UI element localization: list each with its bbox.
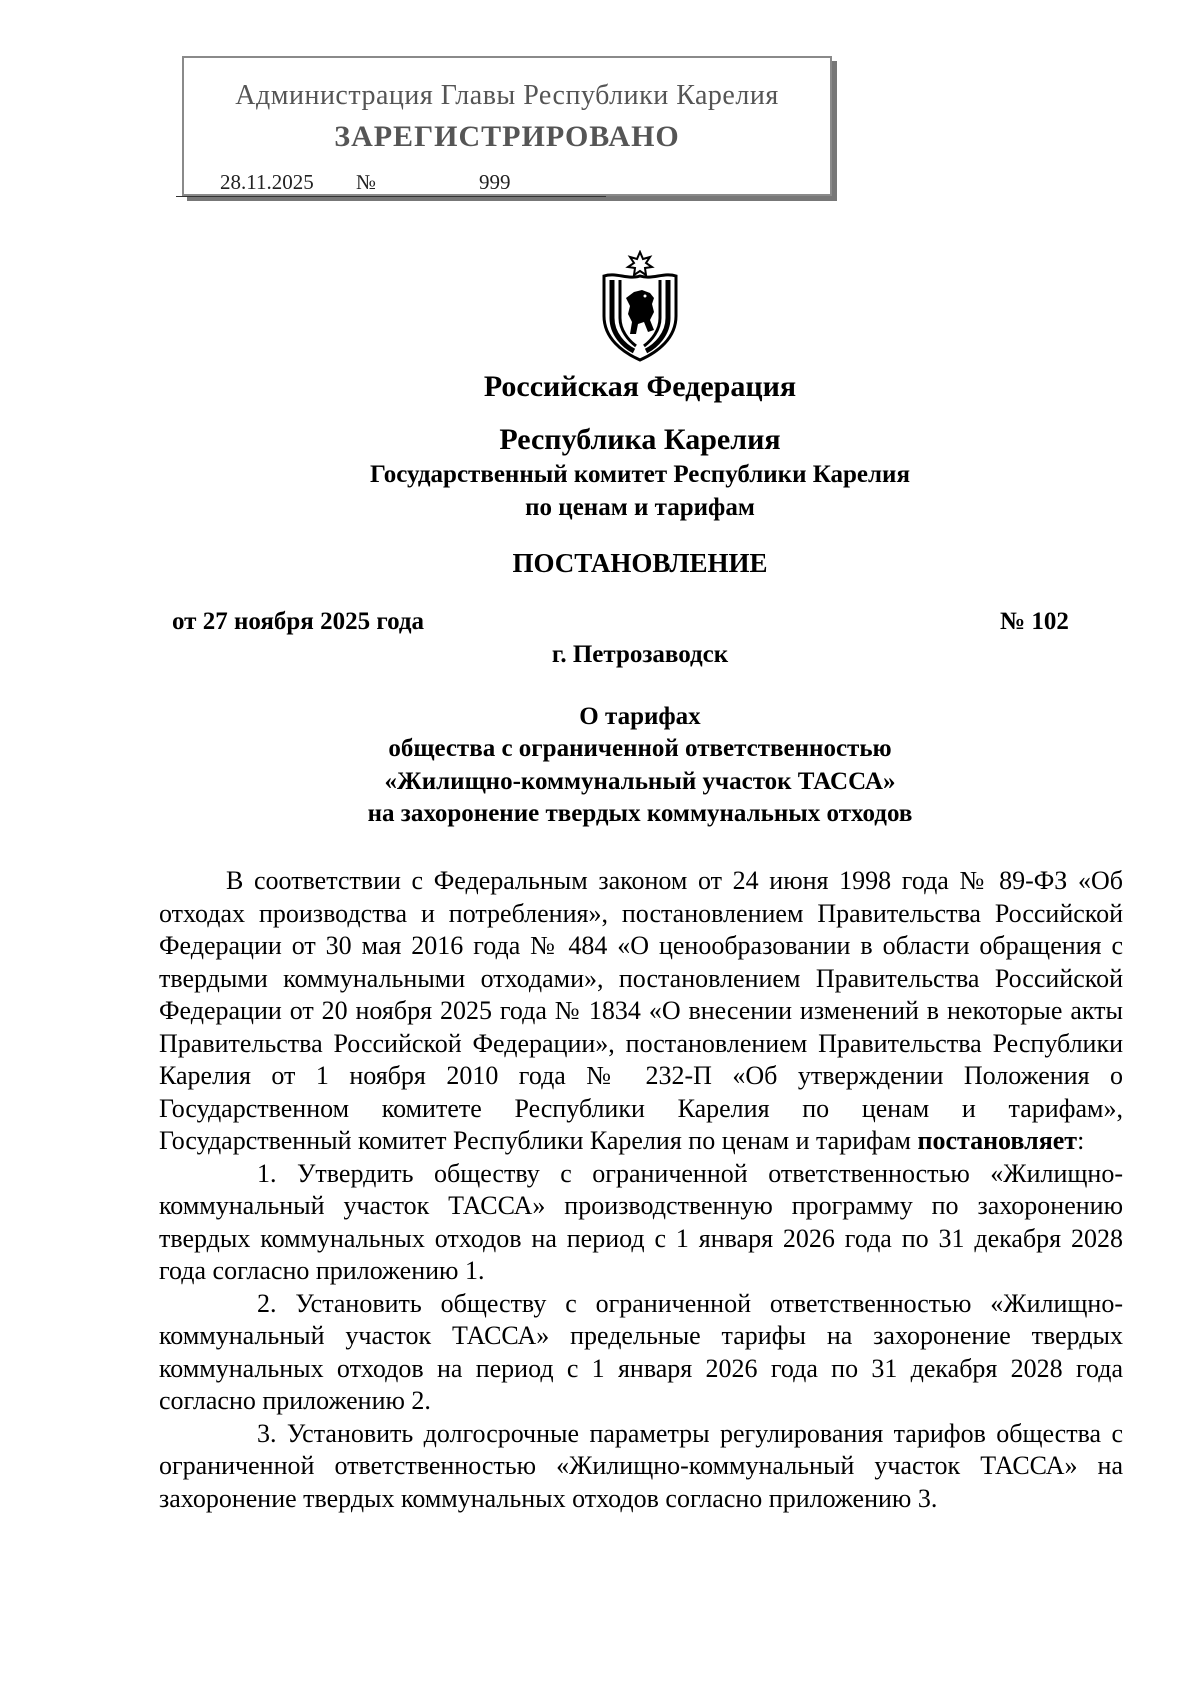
stamp-registration-line [184,170,614,202]
preamble-verb: постановляет [917,1126,1078,1155]
stamp-status: ЗАРЕГИСТРИРОВАНО [334,120,680,153]
document-body [159,865,1123,1515]
clause-3: 3. Установить долгосрочные параметры регулирования тарифов общества с ограниченной ответственностью «Жилищно-коммунальный участок ТАССА» на захоронение твердых коммунальных отходов согласно приложению 3. [159,1418,1123,1513]
document-type-title: ПОСТАНОВЛЕНИЕ [512,548,768,578]
coat-of-arms-icon [594,250,686,362]
stamp-number: 999 [479,170,511,194]
subject-line2: общества с ограниченной ответственностью [388,735,892,762]
committee-title-line1: Государственный комитет Республики Карелия [370,461,910,488]
preamble-paragraph [159,865,1123,1158]
clause-2: 2. Установить обществу с ограниченной ответственностью «Жилищно-коммунальный участок ТАССА» предельные тарифы на захоронение твердых коммунальных отходов на период с 1 января 2026 года по 31 декабря 2028 года согласно приложению 2. [159,1288,1123,1415]
stamp-underline [176,196,606,197]
preamble-colon: : [1077,1126,1085,1155]
stamp-number-sign: № [356,170,377,194]
clause-1: 1. Утвердить обществу с ограниченной ответственностью «Жилищно-коммунальный участок ТАССА» производственную программу по захоронению твердых коммунальных отходов на период с 1 января 2026 года по 31 декабря 2028 года согласно приложению 1. [159,1158,1123,1285]
committee-title-line2: по ценам и тарифам [525,494,755,521]
document-date: от 27 ноября 2025 года [172,608,424,635]
subject-line3: «Жилищно-коммунальный участок ТАССА» [384,768,896,795]
stamp-date: 28.11.2025 [220,170,314,194]
subject-line4: на захоронение твердых коммунальных отходов [367,800,913,827]
preamble-text: В соответствии с Федеральным законом от 24 июня 1998 года № 89-ФЗ «Об отходах производства и потребления», постановлением Правительства Российской Федерации от 30 мая 2016 года № 484 «О ценообразовании в области обращения с твердыми коммунальными отходами», постановлением Правительства Российской Федерации от 20 ноября 2025 года № 1834 «О внесении изменений в некоторые акты Правительства Российской Федерации», постановлением Правительства Республики Карелия от 1 ноября 2010 года № 232-П «Об утверждении Положения о Государственном комитете Республики Карелия по ценам и тарифам», Государственный комитет Республики Карелия по ценам и тарифам [159,866,1123,1155]
document-number: № 102 [1000,608,1069,635]
subject-line1: О тарифах [579,703,701,730]
federation-title: Российская Федерация [483,370,797,403]
stamp-organization: Администрация Главы Республики Карелия [235,80,779,111]
registration-stamp [182,56,832,196]
republic-title: Республика Карелия [499,423,781,456]
document-city: г. Петрозаводск [551,641,729,668]
